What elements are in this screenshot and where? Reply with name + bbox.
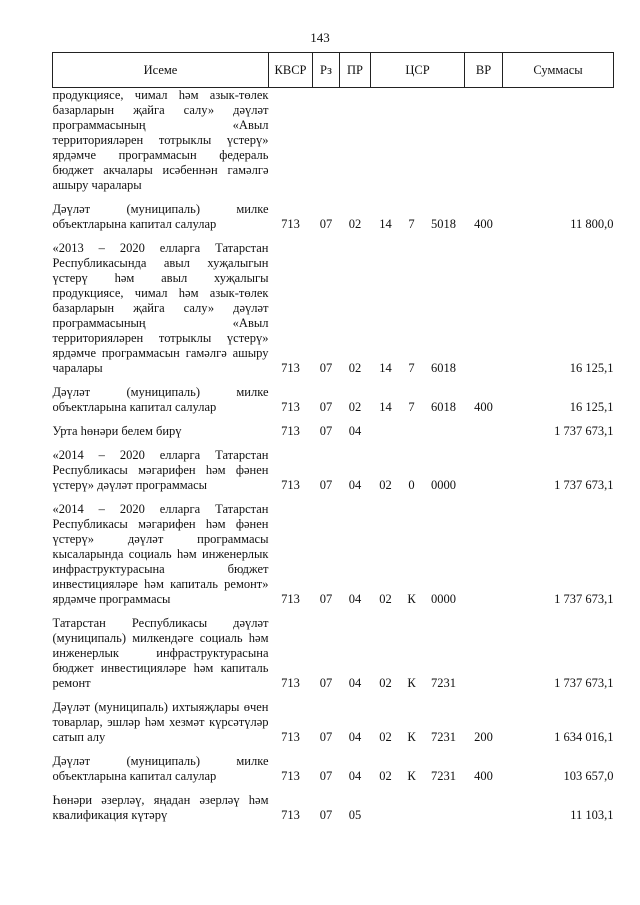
row-kvsr: 713 [281,769,300,783]
row-csr-code: 6018 [431,361,456,375]
row-amount: 1 737 673,1 [554,676,614,690]
row-csr-subprogram: 0 [408,478,415,492]
row-csr-subprogram [401,784,423,823]
row-csr-subprogram: 7 [408,400,415,414]
row-csr-program: 14 [379,400,392,414]
row-kvsr: 713 [281,361,300,375]
row-rz: 07 [319,478,333,492]
row-csr-code: 7231 [431,730,456,744]
row-pr: 04 [348,592,362,606]
row-name: Урта һөнәри белем бирү [52,424,182,438]
header-vr: ВР [465,53,503,88]
table-row [53,232,614,376]
table-row [53,88,614,194]
row-rz: 07 [319,400,333,414]
row-name: Татарстан Республикасы дәүләт (муниципаль) милкендәге социаль һәм инженерлык инфраструктурасына бюджет инвестицияләре һәм капиталь ремонт [52,616,269,690]
row-rz [313,88,340,194]
budget-table [52,52,614,823]
row-rz: 07 [319,676,333,690]
row-pr [340,88,371,194]
row-vr: 400 [474,400,493,414]
row-csr-subprogram: К [407,676,416,690]
row-vr [465,415,503,439]
row-csr-code: 6018 [431,400,456,414]
row-amount [503,88,614,194]
row-kvsr: 713 [281,808,300,822]
header-pr: ПР [340,53,371,88]
row-name: «2013 – 2020 елларга Татарстан Республикасында авыл хуҗалыгын үстерү һәм авыл хуҗалыгы продукциясе, чимал һәм азык-төлек базарларын җайга салу» дәүләт программасының «Авыл территорияләрен тотрыклы үстерү» ярдәмче программасын гамәлгә ашыру чаралары [52,241,269,375]
row-name: продукциясе, чимал һәм азык-төлек базарларын җайга салу» дәүләт программасының «Авыл территорияләрен тотрыклы үстерү» ярдәмче программасын федераль бюджет акчалары исәбеннән гамәлгә ашыру чаралары [52,88,269,192]
row-vr [465,232,503,376]
row-kvsr: 713 [281,400,300,414]
table-row [53,607,614,691]
row-csr-code [423,88,465,194]
row-csr-code: 7231 [431,769,456,783]
row-amount: 16 125,1 [569,400,614,414]
row-rz: 07 [319,361,333,375]
row-csr-code: 7231 [431,676,456,690]
row-name: Дәүләт (муниципаль) ихтыяҗлары өчен товарлар, эшләр һәм хезмәт күрсәтүләр сатып алу [52,700,269,744]
row-csr-code: 5018 [431,217,456,231]
row-pr: 04 [348,424,362,438]
row-csr-program [371,88,401,194]
row-csr-program: 14 [379,217,392,231]
table-row [53,784,614,823]
row-csr-code: 0000 [431,478,456,492]
row-amount: 103 657,0 [563,769,614,783]
table-row [53,691,614,745]
row-kvsr: 713 [281,730,300,744]
row-name: Һөнәри әзерләү, яңадан әзерләү һәм квалификация күтәрү [52,793,269,822]
header-rz: Рз [313,53,340,88]
row-pr: 04 [348,478,362,492]
header-name: Исеме [53,53,269,88]
row-pr: 02 [348,400,362,414]
row-csr-program: 02 [379,478,392,492]
row-vr: 400 [474,217,493,231]
row-csr-program: 02 [379,676,392,690]
row-vr [465,784,503,823]
row-vr [465,493,503,607]
row-amount: 11 103,1 [570,808,614,822]
table-row [53,745,614,784]
row-name: Дәүләт (муниципаль) милке объектларына капитал салулар [52,202,269,231]
row-kvsr: 713 [281,217,300,231]
table-row [53,439,614,493]
row-rz: 07 [319,730,333,744]
row-pr: 02 [348,361,362,375]
table-row [53,415,614,439]
row-kvsr [269,88,313,194]
row-csr-subprogram [401,88,423,194]
row-csr-subprogram: 7 [408,361,415,375]
row-csr-code [423,784,465,823]
row-vr [465,607,503,691]
row-csr-subprogram: 7 [408,217,415,231]
row-csr-program: 02 [379,592,392,606]
row-csr-program [371,784,401,823]
table-header-row [53,53,614,88]
row-csr-program [371,415,401,439]
row-csr-subprogram: К [407,592,416,606]
page-number: 143 [310,30,330,45]
row-vr [465,439,503,493]
row-rz: 07 [319,808,333,822]
row-pr: 02 [348,217,362,231]
row-kvsr: 713 [281,424,300,438]
row-name: «2014 – 2020 елларга Татарстан Республикасы мәгарифен һәм фәнен үстерү» дәүләт программасы [52,448,269,492]
row-csr-subprogram [401,415,423,439]
row-name: «2014 – 2020 елларга Татарстан Республикасы мәгарифен һәм фәнен үстерү» дәүләт программасы кысаларында социаль һәм инженерлык инфраструктурасына бюджет инвестицияләре һәм капиталь ремонт» ярдәмче программасы [52,502,269,606]
row-csr-code [423,415,465,439]
row-csr-subprogram: К [407,769,416,783]
row-name: Дәүләт (муниципаль) милке объектларына капитал салулар [52,385,269,414]
row-amount: 16 125,1 [569,361,614,375]
row-vr: 200 [474,730,493,744]
header-amount: Суммасы [503,53,614,88]
row-kvsr: 713 [281,676,300,690]
row-csr-code: 0000 [431,592,456,606]
row-pr: 05 [348,808,362,822]
row-pr: 04 [348,676,362,690]
table-body [53,88,614,824]
row-rz: 07 [319,217,333,231]
table-row [53,376,614,415]
row-amount: 1 634 016,1 [554,730,614,744]
table-row [53,493,614,607]
row-csr-subprogram: К [407,730,416,744]
row-csr-program: 14 [379,361,392,375]
row-rz: 07 [319,592,333,606]
header-kvsr: КВСР [269,53,313,88]
row-amount: 1 737 673,1 [554,424,614,438]
row-rz: 07 [319,424,333,438]
row-csr-program: 02 [379,769,392,783]
row-amount: 1 737 673,1 [554,478,614,492]
row-amount: 1 737 673,1 [554,592,614,606]
row-pr: 04 [348,730,362,744]
row-kvsr: 713 [281,592,300,606]
row-pr: 04 [348,769,362,783]
row-rz: 07 [319,769,333,783]
table-row [53,193,614,232]
row-name: Дәүләт (муниципаль) милке объектларына капитал салулар [52,754,269,783]
row-kvsr: 713 [281,478,300,492]
header-csr: ЦСР [371,53,465,88]
row-vr: 400 [474,769,493,783]
row-vr [465,88,503,194]
row-amount: 11 800,0 [570,217,614,231]
row-csr-program: 02 [379,730,392,744]
